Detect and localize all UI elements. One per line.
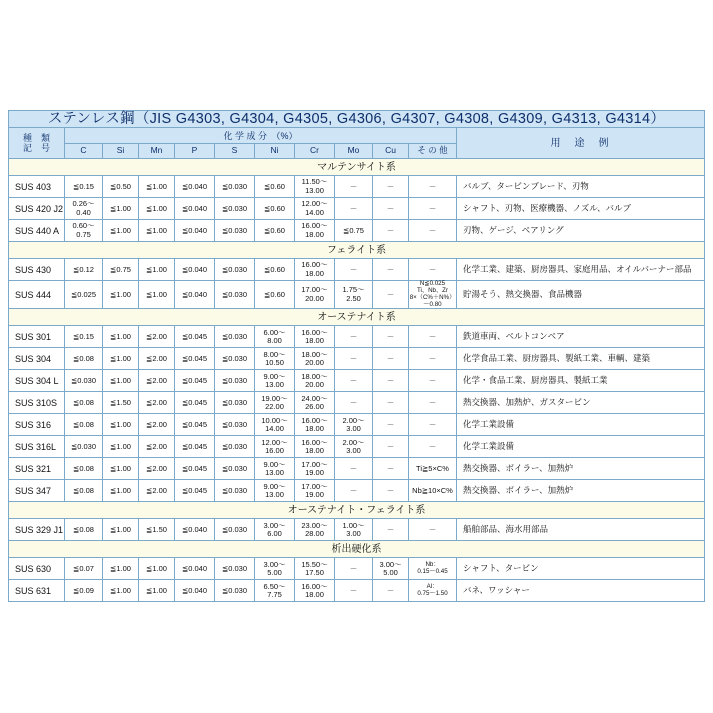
cell-other: － [409,198,457,220]
cell-use: 熱交換器、加熱炉、ガスタービン [457,392,705,414]
header-col-si: Si [103,144,139,159]
cell-ni: 6.50～ 7.75 [255,580,295,602]
cell-other: － [409,392,457,414]
cell-grade: SUS 316L [9,436,65,458]
cell-cr: 18.00～ 20.00 [295,348,335,370]
cell-grade: SUS 631 [9,580,65,602]
table-row [9,220,705,242]
cell-cu: － [373,326,409,348]
cell-use: 鉄道車両、ベルトコンベア [457,326,705,348]
cell-grade: SUS 304 L [9,370,65,392]
cell-use: 船舶部品、海水用部品 [457,519,705,541]
cell-ni: 10.00～ 14.00 [255,414,295,436]
cell-cu: － [373,392,409,414]
cell-mn: ≦1.00 [139,259,175,281]
cell-cr: 16.00～ 18.00 [295,326,335,348]
header-use: 用 途 例 [457,128,705,159]
cell-mn: ≦1.00 [139,281,175,309]
cell-si: ≦1.00 [103,414,139,436]
cell-grade: SUS 430 [9,259,65,281]
table-row [9,198,705,220]
cell-use: 熱交換器、ボイラー、加熱炉 [457,458,705,480]
header-col-c: C [65,144,103,159]
cell-cr: 16.00～ 18.00 [295,414,335,436]
group-header-row [9,159,705,176]
cell-c: ≦0.030 [65,436,103,458]
cell-grade: SUS 403 [9,176,65,198]
cell-c: ≦0.08 [65,392,103,414]
cell-p: ≦0.045 [175,326,215,348]
cell-cu: － [373,519,409,541]
cell-mo: 2.00～ 3.00 [335,414,373,436]
cell-cr: 18.00～ 20.00 [295,370,335,392]
cell-ni: 6.00～ 8.00 [255,326,295,348]
cell-cr: 16.00～ 18.00 [295,436,335,458]
cell-other: － [409,259,457,281]
cell-use: 化学工業設備 [457,436,705,458]
cell-s: ≦0.030 [215,392,255,414]
cell-use: シャフト、タービン [457,558,705,580]
spec-table-body [9,159,705,602]
cell-p: ≦0.045 [175,370,215,392]
cell-s: ≦0.030 [215,458,255,480]
cell-p: ≦0.045 [175,392,215,414]
header-col-mn: Mn [139,144,175,159]
cell-use: シャフト、刃物、医療機器、ノズル、バルブ [457,198,705,220]
cell-mo: 1.75～ 2.50 [335,281,373,309]
cell-cu: － [373,370,409,392]
cell-mn: ≦2.00 [139,480,175,502]
group-header-row [9,309,705,326]
header-kind-line2: 記 号 [22,143,50,154]
cell-si: ≦1.00 [103,480,139,502]
cell-cu: － [373,176,409,198]
cell-s: ≦0.030 [215,480,255,502]
cell-c: ≦0.08 [65,480,103,502]
cell-p: ≦0.045 [175,348,215,370]
cell-other: － [409,326,457,348]
cell-mo: － [335,348,373,370]
table-row [9,480,705,502]
cell-si: ≦1.00 [103,458,139,480]
spec-table [8,110,705,602]
cell-ni: ≦0.60 [255,220,295,242]
cell-mn: ≦2.00 [139,458,175,480]
cell-use: バネ、ワッシャー [457,580,705,602]
cell-other: － [409,370,457,392]
header-col-p: P [175,144,215,159]
cell-mo: － [335,259,373,281]
cell-mn: ≦2.00 [139,348,175,370]
cell-grade: SUS 444 [9,281,65,309]
group-header-row [9,502,705,519]
cell-mo: － [335,326,373,348]
cell-c: ≦0.07 [65,558,103,580]
cell-p: ≦0.040 [175,580,215,602]
cell-s: ≦0.030 [215,348,255,370]
cell-mn: ≦1.00 [139,558,175,580]
group-header-label: オーステナイト・フェライト系 [9,502,705,519]
cell-p: ≦0.040 [175,176,215,198]
cell-mo: 1.00～ 3.00 [335,519,373,541]
cell-c: ≦0.08 [65,458,103,480]
header-kind [9,128,65,159]
cell-s: ≦0.030 [215,259,255,281]
cell-use: 化学工業、建築、厨房器具、家庭用品、オイルバーナー部品 [457,259,705,281]
table-row [9,176,705,198]
cell-p: ≦0.040 [175,558,215,580]
cell-other: － [409,519,457,541]
cell-other: － [409,414,457,436]
cell-use: 熱交換器、ボイラー、加熱炉 [457,480,705,502]
cell-p: ≦0.040 [175,281,215,309]
cell-other: Nb： 0.15～0.45 [409,558,457,580]
table-row [9,558,705,580]
cell-c: ≦0.025 [65,281,103,309]
header-col-s: S [215,144,255,159]
cell-mo: － [335,176,373,198]
cell-p: ≦0.040 [175,198,215,220]
cell-ni: 9.00～ 13.00 [255,480,295,502]
table-row [9,348,705,370]
cell-other: Al： 0.75～1.50 [409,580,457,602]
cell-cu: － [373,580,409,602]
cell-cu: － [373,259,409,281]
cell-ni: 19.00～ 22.00 [255,392,295,414]
cell-cr: 15.50～ 17.50 [295,558,335,580]
cell-grade: SUS 420 J2 [9,198,65,220]
cell-p: ≦0.040 [175,519,215,541]
cell-c: 0.26～ 0.40 [65,198,103,220]
cell-c: ≦0.08 [65,414,103,436]
header-col-ni: Ni [255,144,295,159]
cell-ni: 9.00～ 13.00 [255,370,295,392]
table-row [9,414,705,436]
cell-grade: SUS 630 [9,558,65,580]
cell-other: － [409,348,457,370]
cell-s: ≦0.030 [215,176,255,198]
table-row [9,326,705,348]
cell-cr: 12.00～ 14.00 [295,198,335,220]
cell-si: ≦1.00 [103,326,139,348]
cell-s: ≦0.030 [215,580,255,602]
header-col-mo: Mo [335,144,373,159]
cell-si: ≦1.00 [103,281,139,309]
cell-si: ≦1.00 [103,348,139,370]
cell-mo: － [335,198,373,220]
cell-grade: SUS 316 [9,414,65,436]
cell-mn: ≦2.00 [139,414,175,436]
header-col-other: そ の 他 [409,144,457,159]
cell-cr: 17.00～ 19.00 [295,480,335,502]
cell-c: 0.60～ 0.75 [65,220,103,242]
cell-si: ≦1.00 [103,370,139,392]
cell-cr: 11.50～ 13.00 [295,176,335,198]
cell-cu: － [373,414,409,436]
cell-mn: ≦1.50 [139,519,175,541]
cell-s: ≦0.030 [215,436,255,458]
cell-cu: 3.00～ 5.00 [373,558,409,580]
cell-use: 刃物、ゲージ、ベアリング [457,220,705,242]
cell-grade: SUS 440 A [9,220,65,242]
cell-other: － [409,436,457,458]
cell-p: ≦0.040 [175,220,215,242]
cell-si: ≦1.00 [103,558,139,580]
cell-s: ≦0.030 [215,281,255,309]
cell-grade: SUS 321 [9,458,65,480]
cell-si: ≦0.75 [103,259,139,281]
cell-mn: ≦1.00 [139,580,175,602]
cell-cr: 17.00～ 19.00 [295,458,335,480]
cell-grade: SUS 304 [9,348,65,370]
cell-p: ≦0.045 [175,480,215,502]
cell-cr: 16.00～ 18.00 [295,259,335,281]
page-title: ステンレス鋼（JIS G4303, G4304, G4305, G4306, G4307, G4308, G4309, G4313, G4314） [9,111,705,128]
cell-mo: ≦0.75 [335,220,373,242]
cell-grade: SUS 347 [9,480,65,502]
cell-si: ≦1.50 [103,392,139,414]
cell-si: ≦0.50 [103,176,139,198]
cell-si: ≦1.00 [103,580,139,602]
cell-use: バルブ、タービンブレード、刃物 [457,176,705,198]
header-col-cr: Cr [295,144,335,159]
table-row [9,519,705,541]
cell-ni: ≦0.60 [255,176,295,198]
cell-ni: ≦0.60 [255,198,295,220]
cell-other: Nb≧10×C% [409,480,457,502]
cell-cu: － [373,436,409,458]
cell-mo: － [335,370,373,392]
cell-cu: － [373,198,409,220]
cell-s: ≦0.030 [215,370,255,392]
cell-cu: － [373,480,409,502]
cell-mn: ≦1.00 [139,198,175,220]
cell-mn: ≦1.00 [139,176,175,198]
cell-s: ≦0.030 [215,414,255,436]
cell-use: 貯湯そう、熱交換器、食品機器 [457,281,705,309]
cell-ni: 12.00～ 16.00 [255,436,295,458]
cell-cr: 16.00～ 18.00 [295,580,335,602]
cell-ni: 9.00～ 13.00 [255,458,295,480]
cell-cu: － [373,220,409,242]
cell-use: 化学・食品工業、厨房器具、製紙工業 [457,370,705,392]
cell-c: ≦0.08 [65,519,103,541]
table-row [9,392,705,414]
group-header-label: オーステナイト系 [9,309,705,326]
cell-mo: － [335,392,373,414]
table-row [9,436,705,458]
cell-grade: SUS 310S [9,392,65,414]
group-header-label: マルテンサイト系 [9,159,705,176]
cell-s: ≦0.030 [215,558,255,580]
group-header-label: 析出硬化系 [9,541,705,558]
cell-mn: ≦1.00 [139,220,175,242]
title-row [9,111,705,128]
cell-cr: 23.00～ 28.00 [295,519,335,541]
cell-grade: SUS 329 J1 [9,519,65,541]
cell-grade: SUS 301 [9,326,65,348]
group-header-row [9,541,705,558]
cell-mo: － [335,558,373,580]
cell-mn: ≦2.00 [139,326,175,348]
cell-c: ≦0.15 [65,176,103,198]
cell-cu: － [373,348,409,370]
cell-mo: － [335,480,373,502]
cell-cu: － [373,458,409,480]
cell-si: ≦1.00 [103,220,139,242]
group-header-row [9,242,705,259]
header-composition: 化 学 成 分 （%） [65,128,457,144]
cell-cr: 16.00～ 18.00 [295,220,335,242]
cell-si: ≦1.00 [103,519,139,541]
cell-other: － [409,220,457,242]
cell-cr: 17.00～ 20.00 [295,281,335,309]
table-row [9,259,705,281]
cell-use: 化学工業設備 [457,414,705,436]
cell-c: ≦0.15 [65,326,103,348]
table-row [9,580,705,602]
cell-s: ≦0.030 [215,519,255,541]
cell-c: ≦0.12 [65,259,103,281]
cell-cr: 24.00～ 26.00 [295,392,335,414]
cell-mo: 2.00～ 3.00 [335,436,373,458]
cell-s: ≦0.030 [215,198,255,220]
cell-mo: － [335,580,373,602]
table-row [9,281,705,309]
cell-use: 化学食品工業、厨房器具、製紙工業、車輌、建築 [457,348,705,370]
stainless-steel-spec-table [8,110,705,602]
cell-p: ≦0.045 [175,414,215,436]
cell-c: ≦0.030 [65,370,103,392]
cell-mo: － [335,458,373,480]
cell-mn: ≦2.00 [139,370,175,392]
cell-ni: 3.00～ 6.00 [255,519,295,541]
cell-s: ≦0.030 [215,326,255,348]
cell-other: N≦0.025 Ti、Nb、Zr 8×（C%＋N%）～0.80 [409,280,456,308]
cell-other: Ti≧5×C% [409,458,457,480]
header-kind-line1: 種 類 [22,133,50,144]
cell-mn: ≦2.00 [139,392,175,414]
cell-mn: ≦2.00 [139,436,175,458]
cell-cu: － [373,281,409,309]
cell-ni: 8.00～ 10.50 [255,348,295,370]
cell-si: ≦1.00 [103,198,139,220]
cell-s: ≦0.030 [215,220,255,242]
table-row [9,370,705,392]
cell-ni: 3.00～ 5.00 [255,558,295,580]
cell-si: ≦1.00 [103,436,139,458]
cell-p: ≦0.040 [175,259,215,281]
cell-ni: ≦0.60 [255,259,295,281]
header-row-1 [9,128,705,144]
cell-c: ≦0.09 [65,580,103,602]
cell-p: ≦0.045 [175,458,215,480]
cell-p: ≦0.045 [175,436,215,458]
cell-other: － [409,176,457,198]
table-row [9,458,705,480]
cell-ni: ≦0.60 [255,281,295,309]
header-col-cu: Cu [373,144,409,159]
group-header-label: フェライト系 [9,242,705,259]
cell-c: ≦0.08 [65,348,103,370]
